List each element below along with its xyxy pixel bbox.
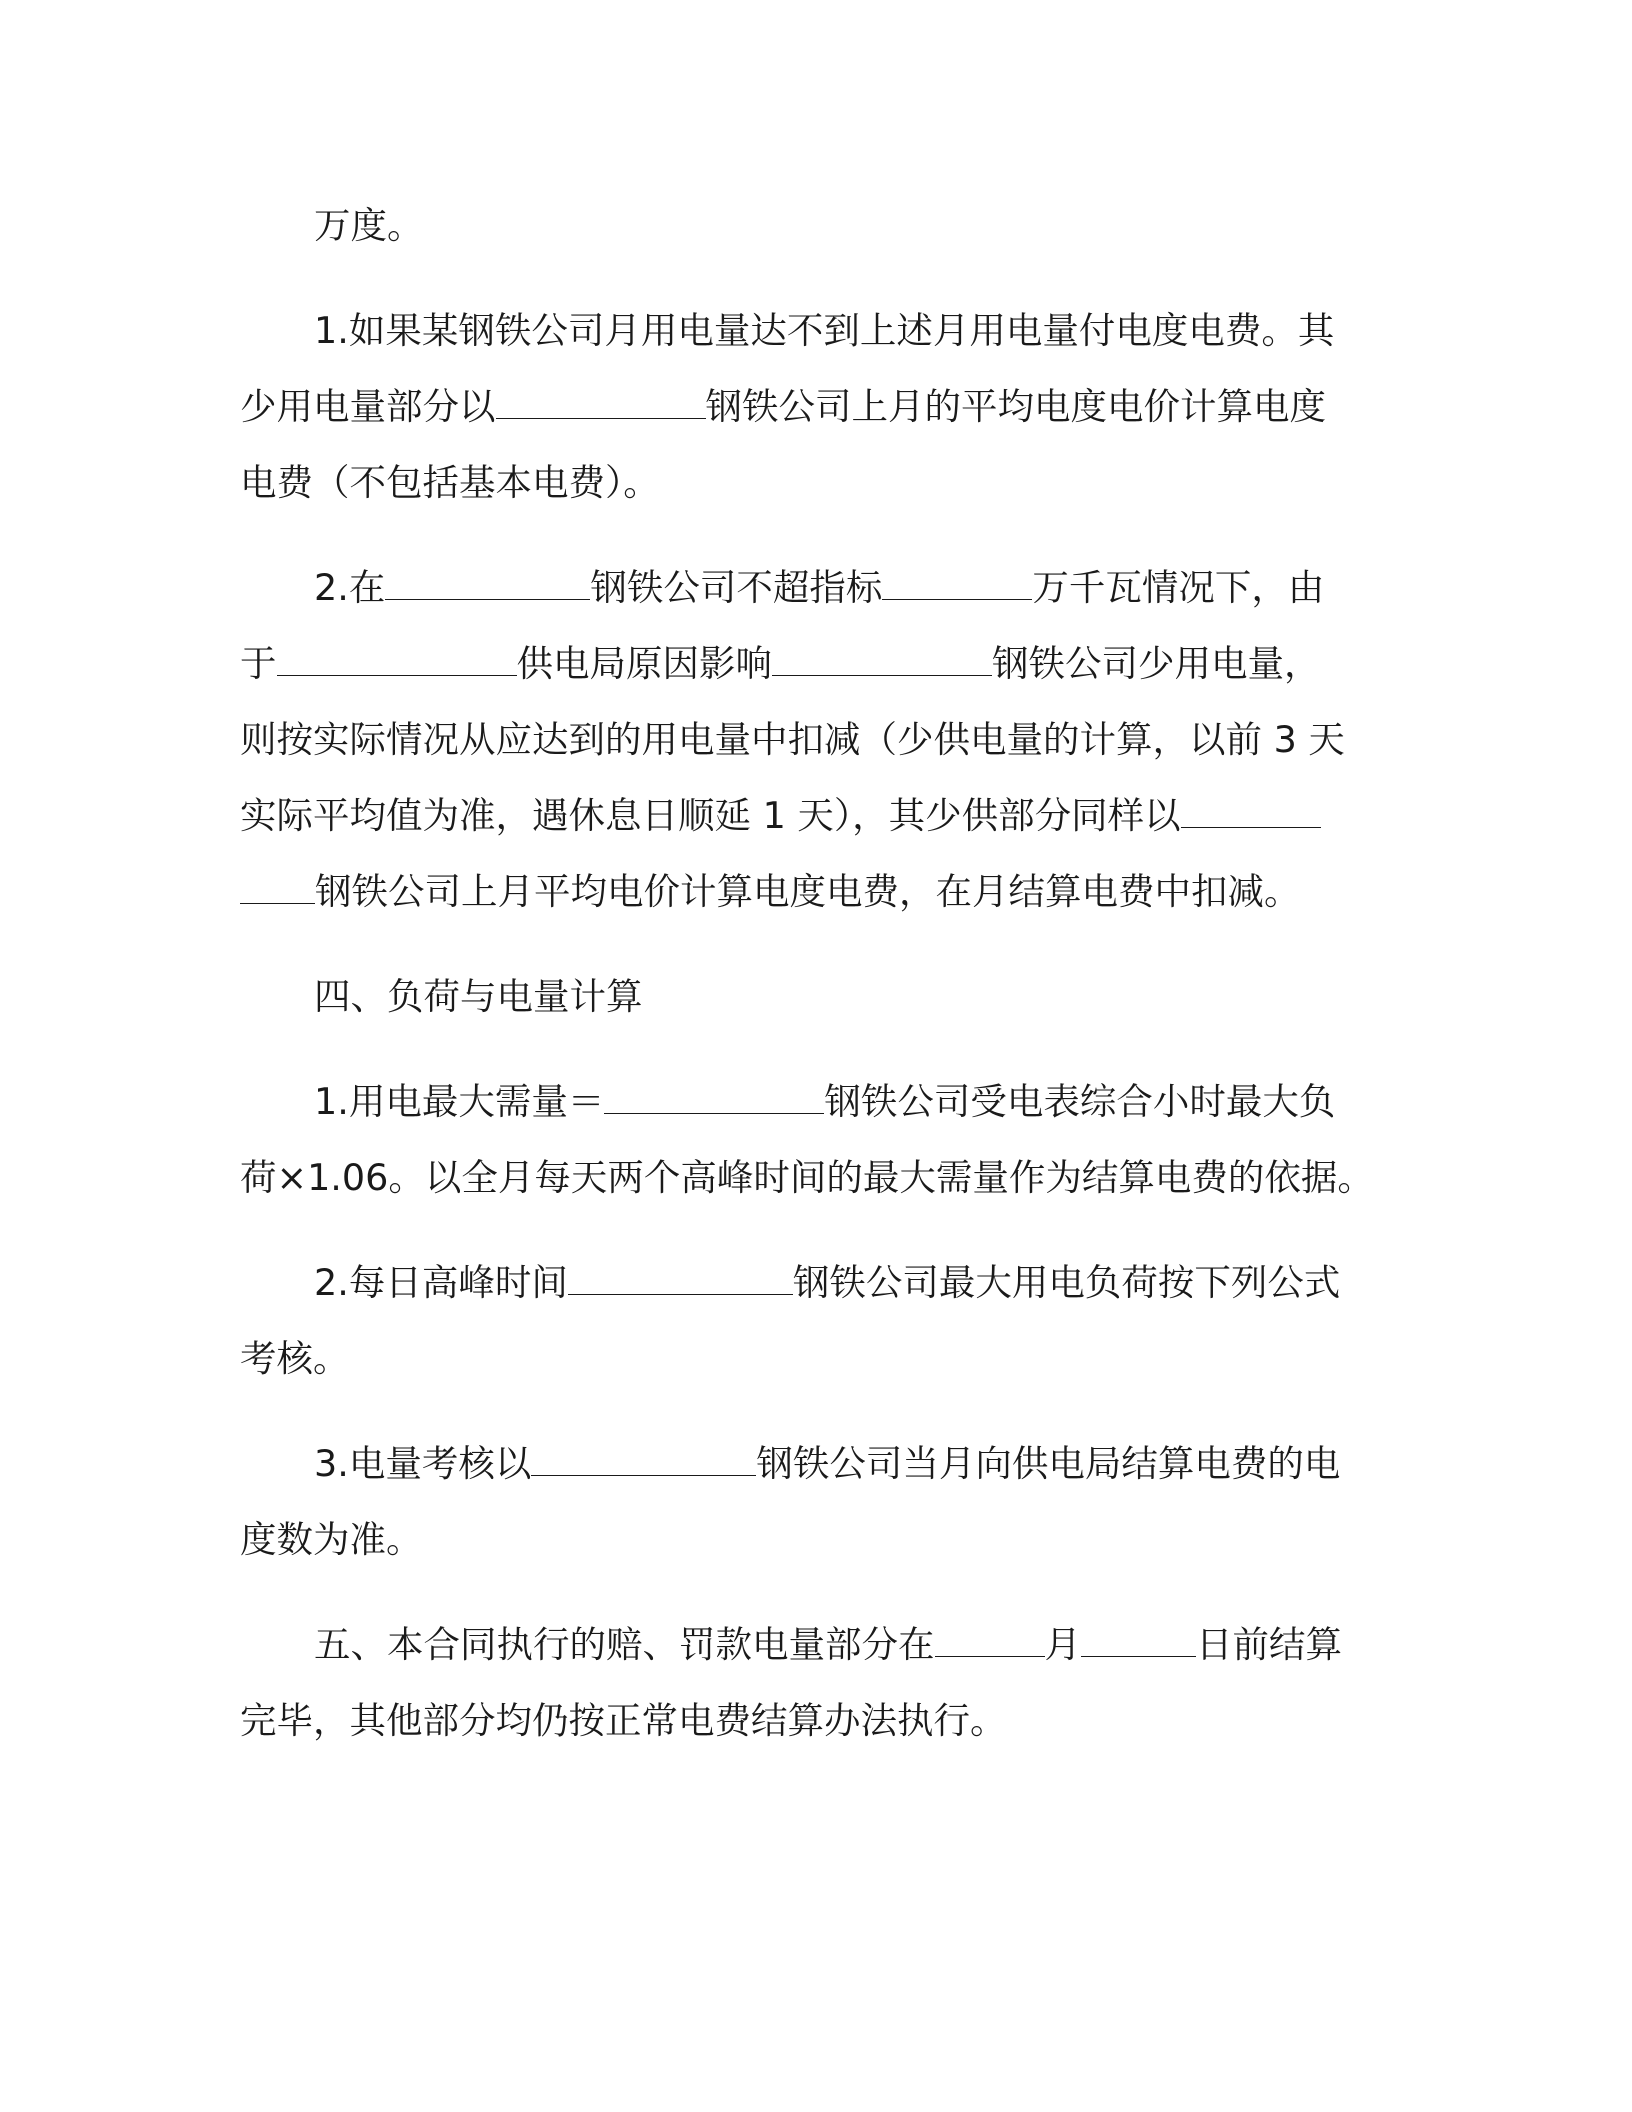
paragraph-continuation bbox=[240, 188, 1385, 264]
text-segment: 1.如果某钢铁公司月用电量达不到上述月用电量付电度电费。其 bbox=[314, 309, 1335, 352]
text-segment: 五、本合同执行的赔、罚款电量部分在 bbox=[314, 1623, 935, 1666]
text-segment: 荷×1.06。以全月每天两个高峰时间的最大需量作为结算电费的依据。 bbox=[240, 1156, 1374, 1199]
text-segment: 2.在 bbox=[314, 566, 386, 609]
fill-in-blank bbox=[882, 569, 1032, 600]
text-segment: 钢铁公司上月平均电价计算电度电费，在月结算电费中扣减。 bbox=[315, 870, 1301, 913]
heading-text: 四、负荷与电量计算 bbox=[314, 975, 643, 1018]
fill-in-blank bbox=[1081, 1626, 1196, 1657]
text-segment: 少用电量部分以 bbox=[240, 385, 496, 428]
text-wandu: 万度。 bbox=[314, 204, 424, 247]
text-line bbox=[240, 1607, 1385, 1683]
text-segment: 钢铁公司不超指标 bbox=[590, 566, 883, 609]
text-segment: 2.每日高峰时间 bbox=[314, 1261, 568, 1304]
text-line bbox=[240, 702, 1385, 778]
text-segment: 日前结算 bbox=[1196, 1623, 1342, 1666]
text-line bbox=[240, 778, 1385, 854]
paragraph-item-2 bbox=[240, 1245, 1385, 1397]
text-line bbox=[240, 1502, 1385, 1578]
text-line bbox=[240, 626, 1385, 702]
text-segment: 考核。 bbox=[240, 1337, 350, 1380]
text-line bbox=[240, 854, 1385, 930]
text-segment: 钢铁公司上月的平均电度电价计算电度 bbox=[705, 385, 1326, 428]
fill-in-blank bbox=[568, 1264, 793, 1295]
text-segment: 实际平均值为准，遇休息日顺延 1 天），其少供部分同样以 bbox=[240, 794, 1181, 837]
fill-in-blank bbox=[1181, 797, 1321, 828]
paragraph-clause-2 bbox=[240, 550, 1385, 930]
fill-in-blank bbox=[935, 1626, 1045, 1657]
paragraph-item-3 bbox=[240, 1426, 1385, 1578]
text-segment: 万千瓦情况下，由 bbox=[1032, 566, 1325, 609]
text-segment: 钢铁公司少用电量， bbox=[992, 642, 1321, 685]
text-line bbox=[240, 1064, 1385, 1140]
text-segment: 钢铁公司受电表综合小时最大负 bbox=[824, 1080, 1336, 1123]
fill-in-blank bbox=[385, 569, 590, 600]
text-segment: 则按实际情况从应达到的用电量中扣减（少供电量的计算，以前 3 天 bbox=[240, 718, 1345, 761]
text-segment: 钢铁公司最大用电负荷按下列公式 bbox=[792, 1261, 1341, 1304]
document-body bbox=[240, 188, 1385, 1788]
text-segment: 1.用电最大需量＝ bbox=[314, 1080, 605, 1123]
text-line bbox=[240, 293, 1385, 369]
text-line bbox=[240, 550, 1385, 626]
text-segment: 电费（不包括基本电费）。 bbox=[240, 461, 660, 504]
text-line bbox=[240, 1683, 1385, 1759]
text-segment: 3.电量考核以 bbox=[314, 1442, 532, 1485]
paragraph-clause-1 bbox=[240, 293, 1385, 521]
text-segment: 于 bbox=[240, 642, 277, 685]
text-line bbox=[240, 1321, 1385, 1397]
text-segment: 钢铁公司当月向供电局结算电费的电 bbox=[756, 1442, 1341, 1485]
text-segment: 完毕，其他部分均仍按正常电费结算办法执行。 bbox=[240, 1699, 1007, 1742]
fill-in-blank bbox=[277, 645, 517, 676]
text-line bbox=[240, 445, 1385, 521]
fill-in-blank bbox=[496, 388, 706, 419]
fill-in-blank bbox=[604, 1083, 824, 1114]
fill-in-blank bbox=[531, 1445, 756, 1476]
section-heading-4 bbox=[240, 959, 1385, 1035]
text-segment: 月 bbox=[1044, 1623, 1081, 1666]
text-line bbox=[240, 369, 1385, 445]
section-5-paragraph bbox=[240, 1607, 1385, 1759]
fill-in-blank bbox=[772, 645, 992, 676]
fill-in-blank bbox=[240, 873, 315, 904]
text-segment: 供电局原因影响 bbox=[516, 642, 772, 685]
text-line bbox=[240, 1245, 1385, 1321]
paragraph-item-1 bbox=[240, 1064, 1385, 1216]
text-line bbox=[240, 1426, 1385, 1502]
text-segment: 度数为准。 bbox=[240, 1518, 423, 1561]
text-line bbox=[240, 1140, 1385, 1216]
